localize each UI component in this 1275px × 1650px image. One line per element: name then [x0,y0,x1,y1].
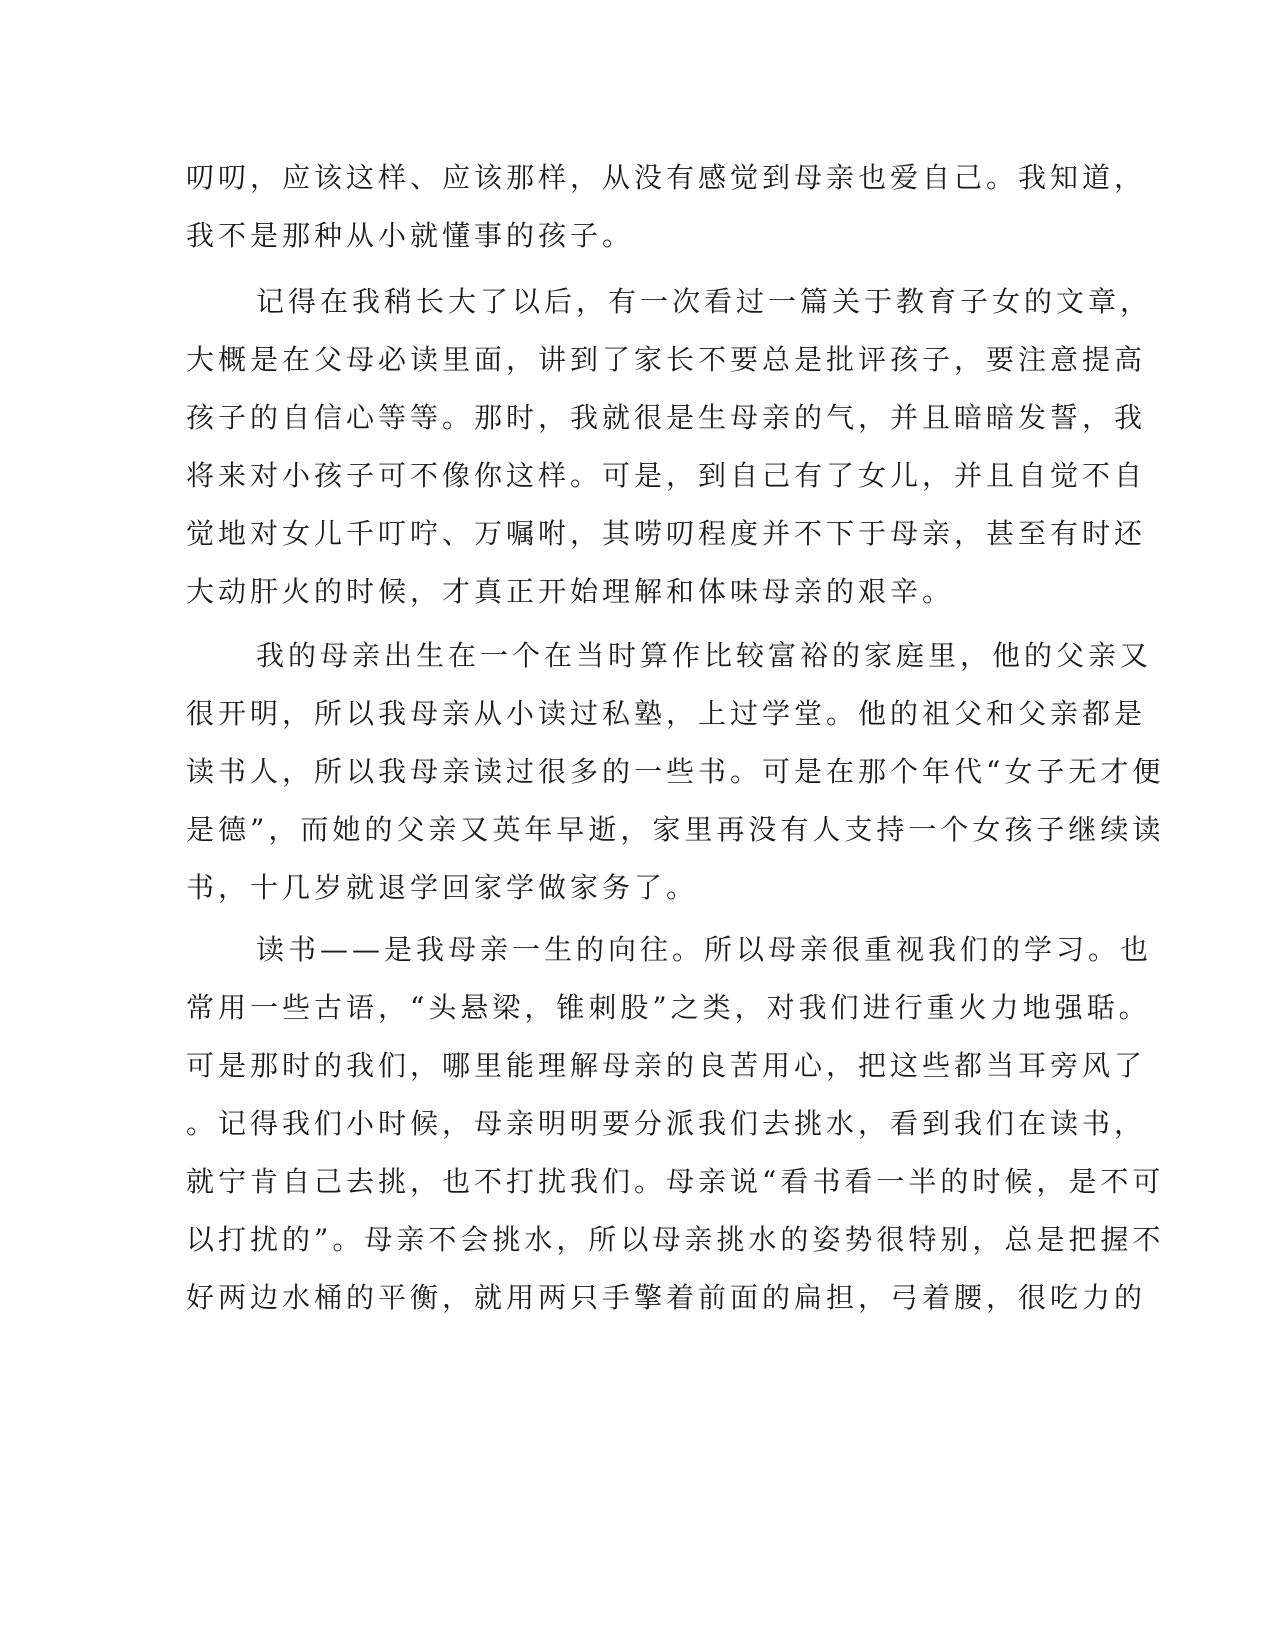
text-line: 可是那时的我们，哪里能理解母亲的良苦用心，把这些都当耳旁风了 [186,1049,1147,1082]
text-line: 书，十几岁就退学回家学做家务了。 [186,871,699,904]
text-line: 将来对小孩子可不像你这样。可是，到自己有了女儿，并且自觉不自 [186,459,1147,492]
paragraph-first-line: 读书——是我母亲一生的向往。所以母亲很重视我们的学习。也 [256,933,1153,966]
text-line: 就宁肯自己去挑，也不打扰我们。母亲说“看书看一半的时候，是不可 [186,1165,1165,1198]
text-line: 。记得我们小时候，母亲明明要分派我们去挑水，看到我们在读书， [186,1107,1147,1140]
text-line: 我不是那种从小就懂事的孩子。 [186,219,635,252]
text-line: 很开明，所以我母亲从小读过私塾，上过学堂。他的祖父和父亲都是 [186,697,1147,730]
text-line: 读书人，所以我母亲读过很多的一些书。可是在那个年代“女子无才便 [186,755,1165,788]
text-line: 觉地对女儿千叮咛、万嘱咐，其唠叨程度并不下于母亲，甚至有时还 [186,517,1147,550]
text-line: 以打扰的”。母亲不会挑水，所以母亲挑水的姿势很特别，总是把握不 [186,1223,1165,1256]
paragraph-first-line: 我的母亲出生在一个在当时算作比较富裕的家庭里，他的父亲又 [256,639,1153,672]
paragraph-first-line: 记得在我稍长大了以后，有一次看过一篇关于教育子女的文章， [256,285,1153,318]
text-line: 叨叨，应该这样、应该那样，从没有感觉到母亲也爱自己。我知道， [186,161,1147,194]
text-line: 好两边水桶的平衡，就用两只手擎着前面的扁担，弓着腰，很吃力的 [186,1281,1147,1314]
text-line: 常用一些古语，“头悬梁，锥刺股”之类，对我们进行重火力地强聒。 [186,991,1151,1024]
text-line: 大概是在父母必读里面，讲到了家长不要总是批评孩子，要注意提高 [186,343,1147,376]
text-line: 大动肝火的时候，才真正开始理解和体味母亲的艰辛。 [186,575,955,608]
text-line: 孩子的自信心等等。那时，我就很是生母亲的气，并且暗暗发誓，我 [186,401,1147,434]
text-line: 是德”，而她的父亲又英年早逝，家里再没有人支持一个女孩子继续读 [186,813,1165,846]
